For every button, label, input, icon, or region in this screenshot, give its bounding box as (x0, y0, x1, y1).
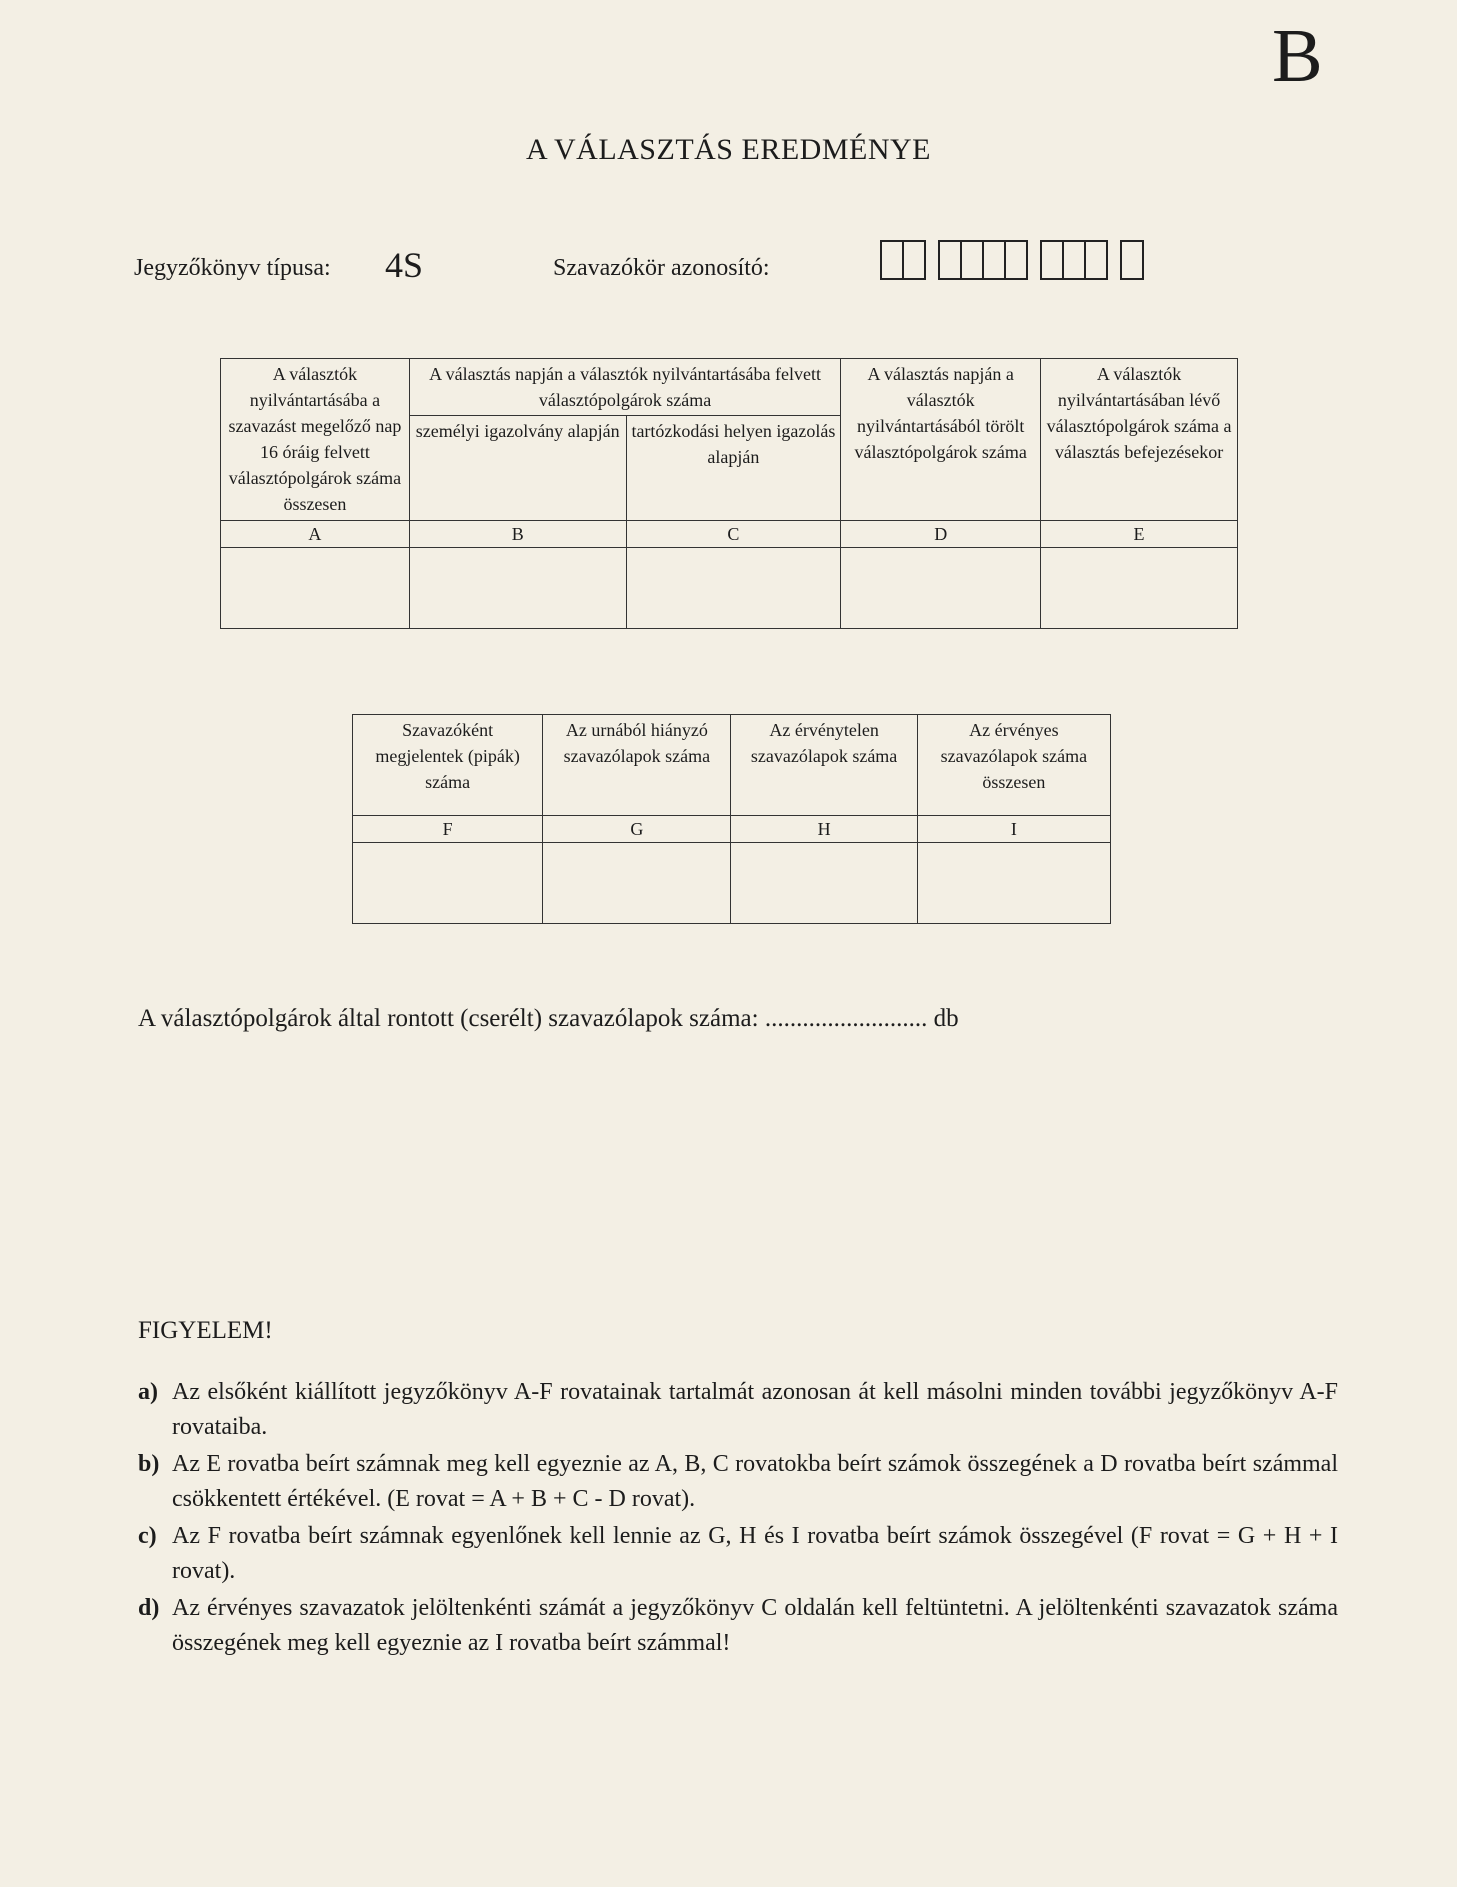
page-title: A VÁLASZTÁS EREDMÉNYE (526, 133, 931, 166)
note-text: Az E rovatba beírt számnak meg kell egyeznie az A, B, C rovatokba beírt számok összegének a D rovatba beírt számmal csökkentett értékével. (E rovat = A + B + C - D rovat). (172, 1451, 1338, 1512)
district-id-group (880, 240, 926, 280)
col-letter-e: E (1041, 521, 1238, 548)
note-item (138, 1591, 1338, 1661)
value-cell-h[interactable] (731, 843, 917, 924)
value-cell-d[interactable] (841, 548, 1041, 629)
district-id-digit-box[interactable] (982, 240, 1006, 280)
note-text: Az elsőként kiállított jegyzőkönyv A-F rovatainak tartalmát azonosan át kell másolni minden további jegyzőkönyv A-F rovataiba. (172, 1379, 1338, 1440)
district-id-digit-box[interactable] (1004, 240, 1028, 280)
col-letter-b: B (409, 521, 626, 548)
col-letter-a: A (221, 521, 410, 548)
col-letter-c: C (626, 521, 841, 548)
district-id-digit-box[interactable] (1062, 240, 1086, 280)
district-id-digit-box[interactable] (938, 240, 962, 280)
note-item (138, 1519, 1338, 1589)
col-i-header: Az érvényes szavazólapok száma összesen (917, 715, 1110, 816)
district-id-digit-box[interactable] (1040, 240, 1064, 280)
col-letter-g: G (543, 816, 731, 843)
col-g-header: Az urnából hiányzó szavazólapok száma (543, 715, 731, 816)
district-id-digit-box[interactable] (960, 240, 984, 280)
col-b-header: személyi igazolvány alapján (409, 416, 626, 521)
col-letter-i: I (917, 816, 1110, 843)
district-id-label: Szavazókör azonosító: (553, 255, 770, 281)
registry-table (220, 358, 1238, 629)
note-label: d) (138, 1595, 160, 1621)
col-bc-header: A választás napján a választók nyilvántartásába felvett választópolgárok száma (409, 359, 840, 416)
district-id-boxes (880, 240, 1144, 280)
col-h-header: Az érvénytelen szavazólapok száma (731, 715, 917, 816)
notes-list (138, 1375, 1338, 1663)
col-letter-h: H (731, 816, 917, 843)
note-text: Az F rovatba beírt számnak egyenlőnek kell lennie az G, H és I rovatba beírt számok összegével (F rovat = G + H + I rovat). (172, 1523, 1338, 1584)
spoiled-ballots-line (138, 1005, 959, 1033)
col-letter-f: F (353, 816, 543, 843)
note-label: a) (138, 1379, 158, 1405)
value-cell-g[interactable] (543, 843, 731, 924)
value-cell-f[interactable] (353, 843, 543, 924)
spoiled-ballots-label: A választópolgárok által rontott (cserélt) szavazólapok száma: (138, 1005, 759, 1032)
protocol-type-value: 4S (385, 245, 424, 285)
value-cell-i[interactable] (917, 843, 1110, 924)
note-label: b) (138, 1451, 160, 1477)
col-d-header: A választás napján a választók nyilvántartásából törölt választópolgárok száma (841, 359, 1041, 521)
note-item (138, 1375, 1338, 1445)
spoiled-ballots-field[interactable]: .......................... (764, 1005, 928, 1032)
district-id-digit-box[interactable] (902, 240, 926, 280)
district-id-digit-box[interactable] (880, 240, 904, 280)
col-f-header: Szavazóként megjelentek (pipák) száma (353, 715, 543, 816)
col-letter-d: D (841, 521, 1041, 548)
col-c-header: tartózkodási helyen igazolás alapján (626, 416, 841, 521)
col-a-header: A választók nyilvántartásába a szavazást megelőző nap 16 óráig felvett választópolgárok száma összesen (221, 359, 410, 521)
note-item (138, 1447, 1338, 1517)
district-id-digit-box[interactable] (1084, 240, 1108, 280)
note-label: c) (138, 1523, 157, 1549)
value-cell-a[interactable] (221, 548, 410, 629)
district-id-group (1040, 240, 1108, 280)
district-id-group (938, 240, 1028, 280)
ballot-table (352, 714, 1111, 924)
note-text: Az érvényes szavazatok jelöltenkénti számát a jegyzőkönyv C oldalán kell feltüntetni. A jelöltenkénti szavazatok száma összegének meg kell egyeznie az I rovatba beírt számmal! (172, 1595, 1338, 1656)
value-cell-b[interactable] (409, 548, 626, 629)
district-id-group (1120, 240, 1144, 280)
value-cell-c[interactable] (626, 548, 841, 629)
spoiled-ballots-unit: db (933, 1005, 959, 1032)
value-cell-e[interactable] (1041, 548, 1238, 629)
protocol-type-label: Jegyzőkönyv típusa: (134, 255, 331, 281)
district-id-digit-box[interactable] (1120, 240, 1144, 280)
page-letter: B (1272, 14, 1323, 98)
col-e-header: A választók nyilvántartásában lévő választópolgárok száma a választás befejezésekor (1041, 359, 1238, 521)
warning-heading: FIGYELEM! (138, 1317, 273, 1344)
